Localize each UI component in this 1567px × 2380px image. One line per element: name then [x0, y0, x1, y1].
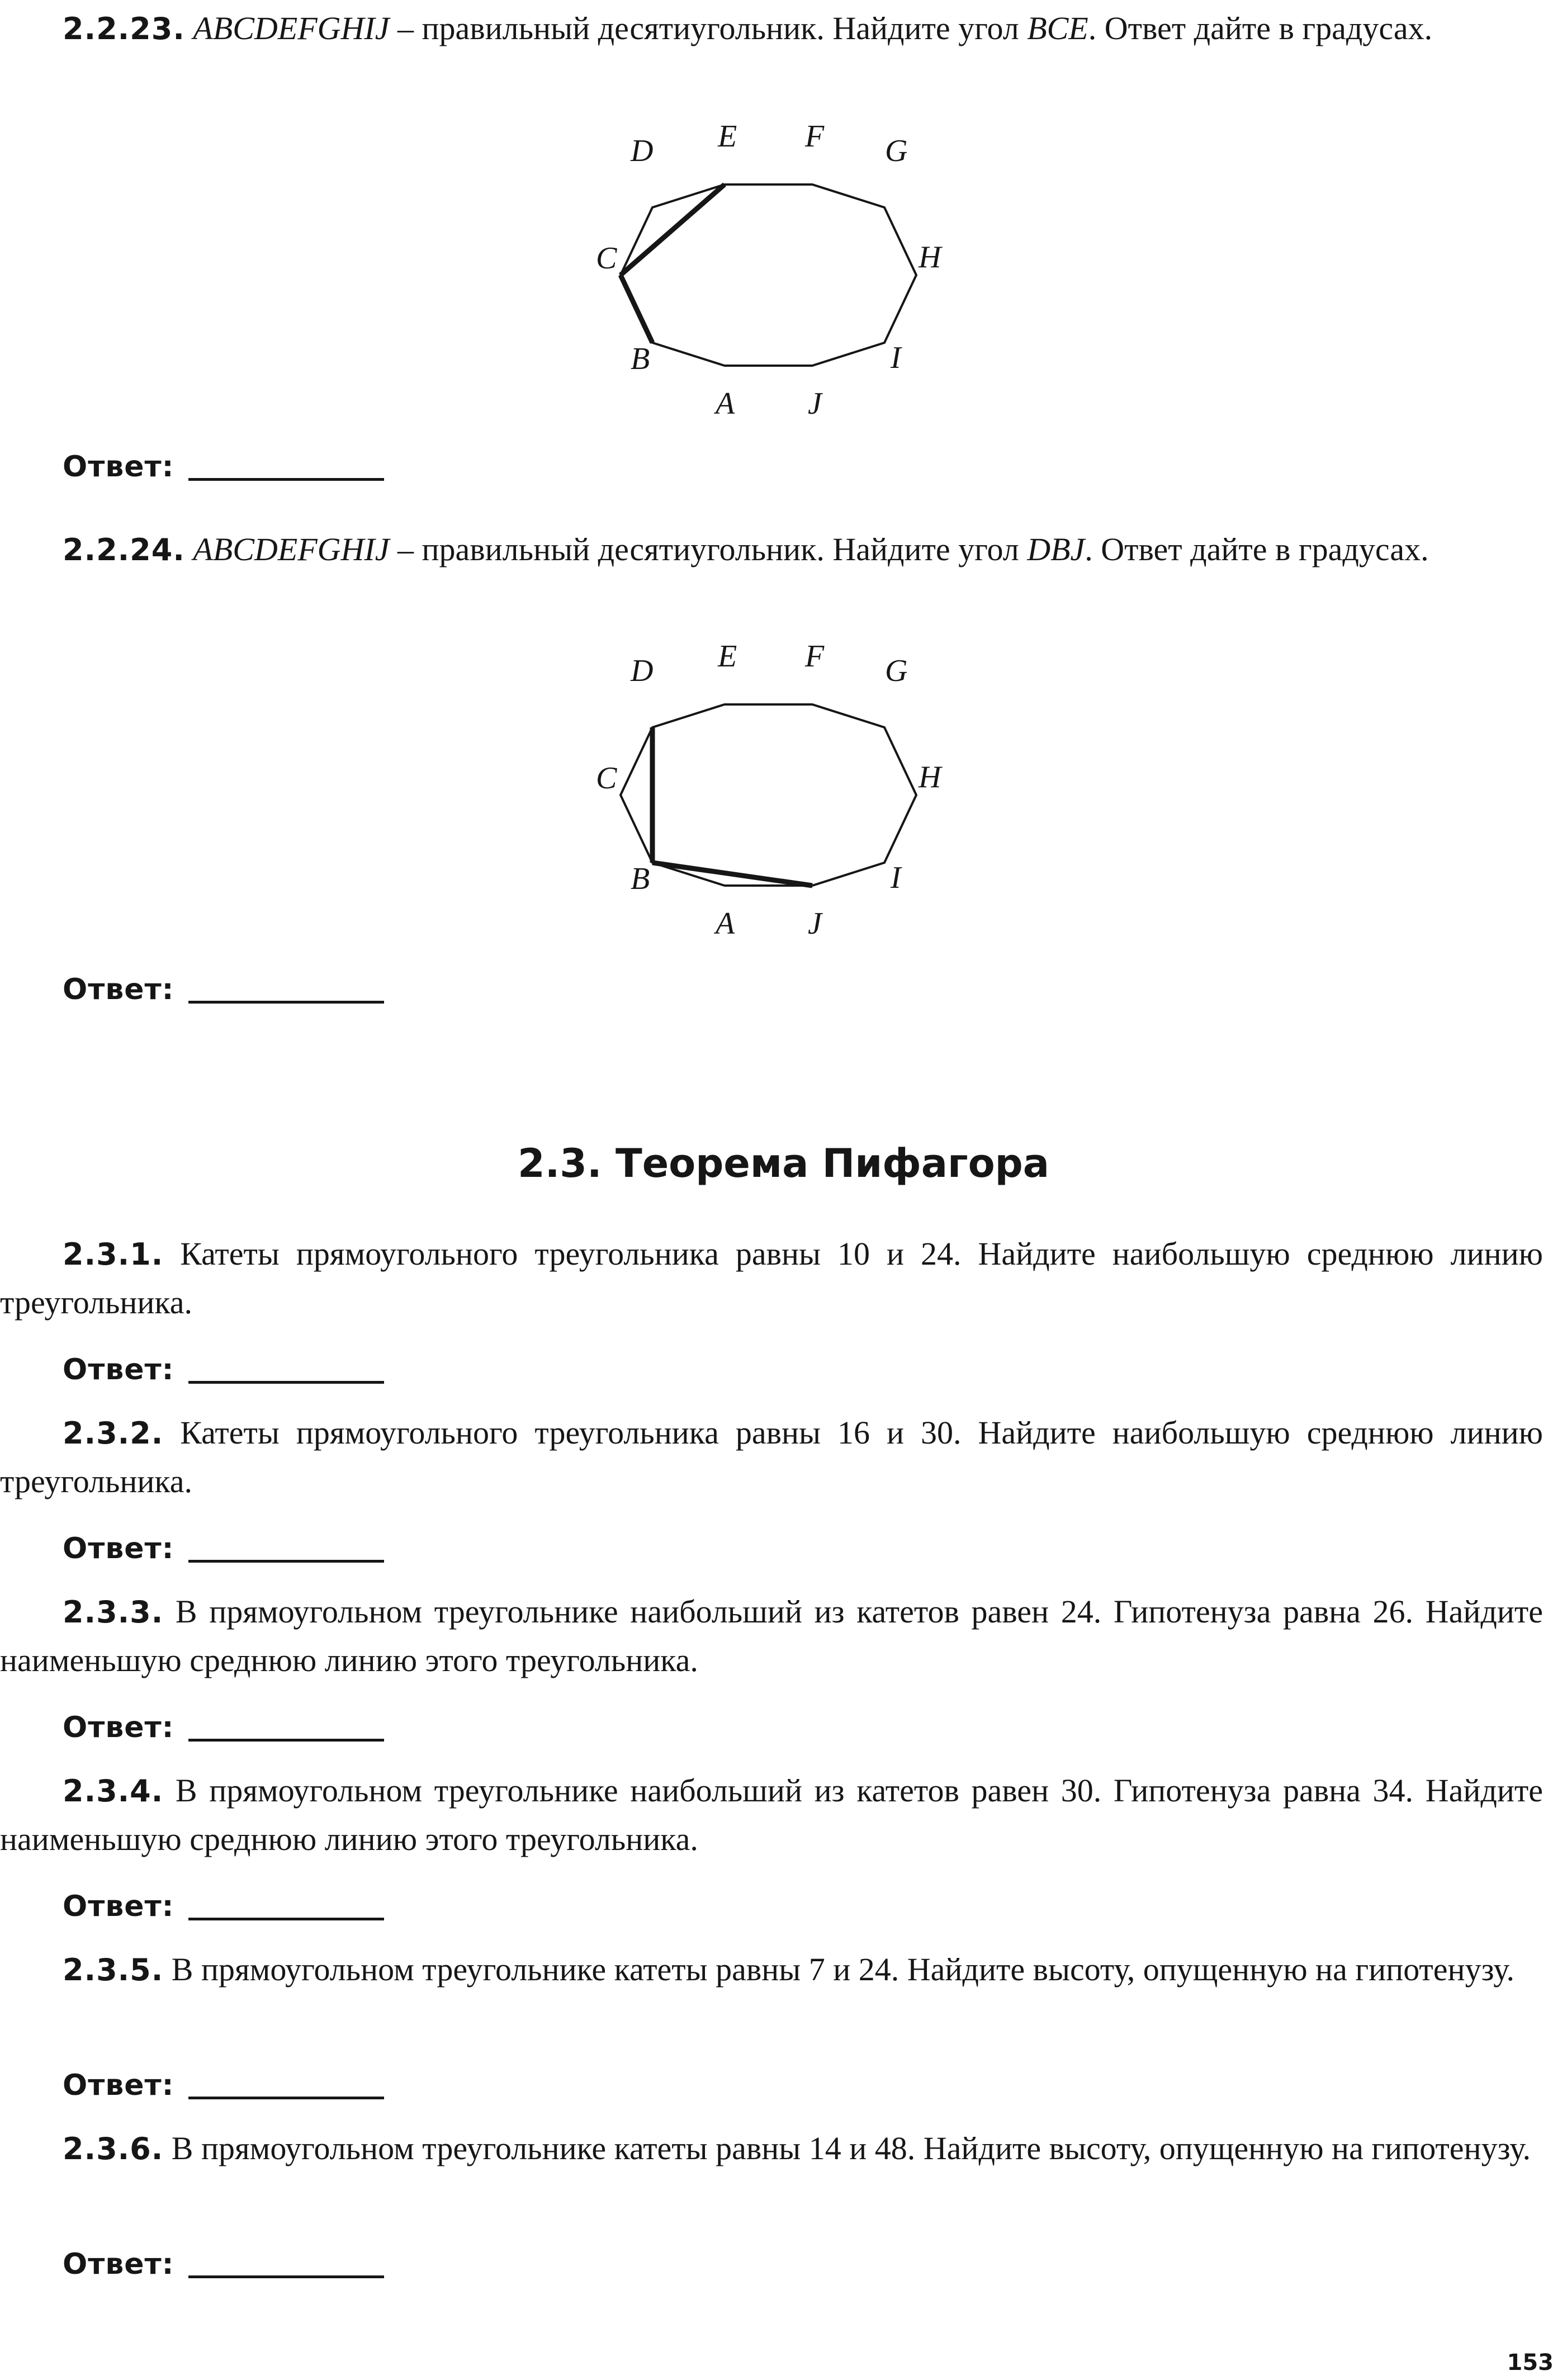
vertex-label-b: B [631, 862, 650, 896]
vertex-label-j: J [808, 906, 822, 941]
problem-2-3-1 [0, 1230, 1543, 1327]
answer-blank [188, 1739, 384, 1742]
vertex-label-a: A [716, 386, 735, 421]
problem-2-3-3 [0, 1588, 1543, 1685]
answer-label: Ответ: [63, 1890, 174, 1923]
answer-line [63, 1345, 384, 1395]
vertex-label-f: F [805, 639, 825, 674]
problem-number: 2.3.2. [63, 1416, 164, 1451]
decagon-outline [621, 704, 916, 886]
segment-bj [652, 863, 812, 886]
vertex-label-c: C [596, 241, 617, 276]
vertex-label-c: C [596, 761, 617, 796]
answer-blank [188, 2097, 384, 2099]
segment-ce [621, 184, 725, 275]
vertex-label-f: F [805, 119, 825, 154]
answer-line [63, 442, 384, 492]
vertex-label-j: J [808, 386, 822, 421]
vertex-label-e: E [718, 119, 737, 154]
problem-text: В прямоугольном треугольнике катеты равны 7 и 24. Найдите высоту, опущенную на гипотенузу. [171, 1951, 1514, 1988]
answer-blank [188, 2275, 384, 2278]
answer-line [63, 1523, 384, 1574]
vertex-label-i: I [891, 340, 901, 375]
problem-text: Катеты прямоугольного треугольника равны 10 и 24. Найдите наибольшую среднюю линию треугольника. [0, 1236, 1544, 1321]
problem-text: – правильный десятиугольник. Найдите угол [389, 531, 1028, 567]
vertex-label-b: B [631, 342, 650, 376]
problem-number: 2.2.24. [63, 532, 185, 567]
page-number: 153 [1507, 2350, 1554, 2376]
decagon-outline [621, 184, 916, 366]
vertex-label-d: D [631, 654, 654, 688]
vertex-label-d: D [631, 134, 654, 168]
problem-text-end: . Ответ дайте в градусах. [1085, 531, 1429, 567]
vertex-label-g: G [885, 654, 908, 688]
answer-line [63, 1881, 384, 1932]
problem-text: Катеты прямоугольного треугольника равны 16 и 30. Найдите наибольшую среднюю линию треугольника. [0, 1414, 1544, 1499]
answer-label: Ответ: [63, 450, 174, 484]
answer-blank [188, 478, 384, 481]
problem-text: В прямоугольном треугольнике наибольший из катетов равен 24. Гипотенуза равна 26. Найдите наименьшую среднюю линию этого треугольника. [0, 1593, 1543, 1678]
vertex-label-h: H [919, 760, 941, 794]
answer-blank [188, 1560, 384, 1563]
problem-text: В прямоугольном треугольнике катеты равны 14 и 48. Найдите высоту, опущенную на гипотенузу. [171, 2130, 1531, 2166]
problem-text: В прямоугольном треугольнике наибольший из катетов равен 30. Гипотенуза равна 34. Найдите наименьшую среднюю линию этого треугольника. [0, 1772, 1543, 1857]
answer-blank [188, 1381, 384, 1384]
vertex-label-g: G [885, 134, 908, 168]
answer-blank [188, 1918, 384, 1920]
vertex-label-e: E [718, 639, 737, 674]
problem-number: 2.3.3. [63, 1594, 164, 1630]
problem-text-end: . Ответ дайте в градусах. [1088, 10, 1433, 46]
answer-line [63, 964, 384, 1015]
segment-cb [621, 275, 652, 343]
angle-name: BCE [1027, 10, 1088, 46]
answer-label: Ответ: [63, 1353, 174, 1387]
answer-line [63, 2060, 384, 2111]
section-title: 2.3. Теорема Пифагора [517, 1141, 1049, 1186]
decagon-figure-1 [581, 67, 984, 450]
answer-label: Ответ: [63, 2069, 174, 2102]
problem-number: 2.3.1. [63, 1237, 164, 1272]
answer-label: Ответ: [63, 973, 174, 1006]
answer-label: Ответ: [63, 1532, 174, 1565]
problem-number: 2.3.4. [63, 1773, 164, 1809]
problem-2-3-6 [0, 2125, 1543, 2173]
problem-2-3-5 [0, 1946, 1543, 1994]
problem-2-2-24 [0, 526, 1543, 574]
problem-2-3-2 [0, 1409, 1543, 1506]
answer-line [63, 2239, 384, 2289]
vertex-label-h: H [919, 240, 941, 275]
answer-line [63, 1702, 384, 1753]
problem-number: 2.3.6. [63, 2131, 164, 2166]
problem-2-2-23 [0, 4, 1543, 53]
polygon-name: ABCDEFGHIJ [193, 531, 390, 567]
angle-name: DBJ [1027, 531, 1085, 567]
answer-label: Ответ: [63, 1711, 174, 1744]
vertex-label-a: A [716, 906, 735, 941]
answer-blank [188, 1001, 384, 1004]
problem-2-3-4 [0, 1767, 1543, 1863]
decagon-figure-2 [581, 587, 984, 970]
problem-number: 2.2.23. [63, 11, 185, 46]
problem-text: – правильный десятиугольник. Найдите угол [389, 10, 1028, 46]
problem-number: 2.3.5. [63, 1952, 164, 1988]
polygon-name: ABCDEFGHIJ [193, 10, 390, 46]
vertex-label-i: I [891, 860, 901, 895]
answer-label: Ответ: [63, 2247, 174, 2281]
